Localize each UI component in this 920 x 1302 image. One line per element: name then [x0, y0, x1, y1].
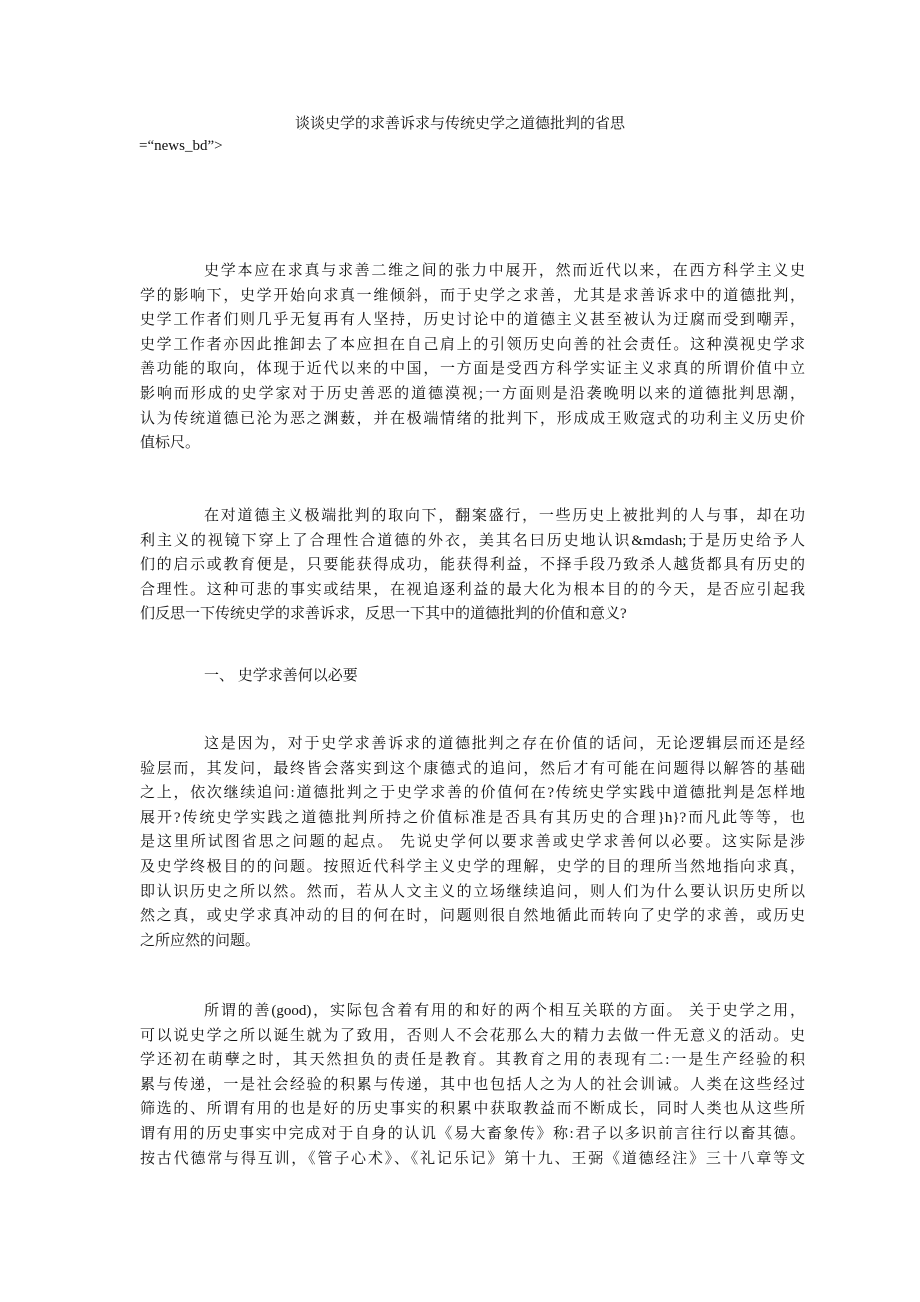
paragraph-line: 验层而，其发问，最终皆会落实到这个康德式的追问，然后才有可能在问题得以解答的基础 — [140, 760, 805, 777]
paragraph-line: 累与传递，一是社会经验的积累与传递，其中也包括人之为人的社会训诫。人类在这些经过 — [140, 1076, 805, 1093]
paragraph-line: 合理性。这种可悲的事实或结果，在视追逐利益的最大化为根本目的的今天，是否应引起我 — [140, 581, 805, 598]
paragraph-line: 学的影响下，史学开始向求真一维倾斜，而于史学之求善，尤其是求善诉求中的道德批判， — [140, 287, 805, 304]
paragraph-line: 所谓的善(good)，实际包含着有用的和好的两个相互关联的方面。 关于史学之用， — [204, 1003, 805, 1019]
paragraph-line: 史学本应在求真与求善二维之间的张力中展开，然而近代以来，在西方科学主义史 — [204, 263, 805, 279]
stray-code-fragment: =“news_bd”> — [139, 138, 223, 154]
section-heading: 一、 史学求善何以必要 — [204, 668, 358, 684]
paragraph-line: 是这里所试图省思之问题的起点。 先说史学何以要求善或史学求善何以必要。这实际是涉 — [140, 834, 805, 851]
document-title: 谈谈史学的求善诉求与传统史学之道德批判的省思 — [294, 116, 625, 132]
paragraph-line: 之所应然的问题。 — [140, 932, 261, 949]
paragraph-line: 学还初在萌孽之时，其天然担负的责任是教育。其教育之用的表现有二:一是生产经验的积 — [140, 1052, 805, 1069]
paragraph-line: 这是因为，对于史学求善诉求的道德批判之存在价值的话问，无论逻辑层而还是经 — [204, 736, 805, 752]
paragraph-line: 及史学终极目的的问题。按照近代科学主义史学的理解，史学的目的理所当然地指向求真， — [140, 858, 805, 875]
paragraph-line: 值标尺。 — [140, 435, 201, 452]
paragraph-line: 可以说史学之所以诞生就为了致用，否则人不会花那么大的精力去做一件无意义的活动。史 — [140, 1027, 805, 1044]
paragraph-line: 利主义的视镜下穿上了合理性合道德的外衣，美其名曰历史地认识&mdash;于是历史给予人 — [140, 532, 805, 549]
paragraph-line: 认为传统道德已沦为恶之渊薮，并在极端情绪的批判下，形成成王败寇式的功利主义历史价 — [140, 410, 805, 427]
paragraph-intro — [140, 259, 805, 456]
paragraph-line: 即认识历史之所以然。然而，若从人文主义的立场继续追问，则人们为什么要认识历史所以 — [140, 883, 805, 900]
paragraph-line: 善功能的取向，体现于近代以来的中国，一方面是受西方科学实证主义求真的所谓价值中立 — [140, 361, 805, 378]
paragraph-line: 展开?传统史学实践之道德批判所持之价值标准是否具有其历史的合理}h}?而凡此等等，也 — [140, 809, 805, 826]
paragraph-line: 们反思一下传统史学的求善诉求，反思一下其中的道德批判的价值和意义? — [140, 606, 627, 623]
paragraph-line: 在对道德主义极端批判的取向下，翻案盛行，一些历史上被批判的人与事，却在功 — [204, 508, 805, 524]
paragraph-necessity — [140, 732, 805, 953]
paragraph-line: 筛选的、所谓有用的也是好的历史事实的积累中获取教益而不断成长，同时人类也从这些所 — [140, 1101, 805, 1118]
paragraph-line: 们的启示或教育便是，只要能获得成功，能获得利益，不择手段乃致杀人越货都具有历史的 — [140, 557, 805, 574]
paragraph-line: 影响而形成的史学家对于历史善恶的道德漠视;一方面则是沿袭晚明以来的道德批判思潮， — [140, 385, 805, 402]
paragraph-line: 谓有用的历史事实中完成对于自身的认讥《易大畜象传》称:君子以多识前言往行以畜其德。 — [140, 1125, 805, 1142]
paragraph-line: 史学工作者亦因此推卸去了本应担在自己肩上的引领历史向善的社会责任。这种漠视史学求 — [140, 336, 805, 353]
paragraph-good — [140, 999, 805, 1171]
paragraph-critique — [140, 504, 805, 627]
paragraph-line: 按古代德常与得互训，《管子心术》、《礼记乐记》第十九、王弼《道德经注》三十八章等文 — [140, 1150, 805, 1167]
paragraph-line: 然之真，或史学求真冲动的目的何在时，问题则很自然地循此而转向了史学的求善，或历史 — [140, 908, 805, 925]
paragraph-line: 史学工作者们则几乎无复再有人坚持，历史讨论中的道德主义甚至被认为迂腐而受到嘲弄， — [140, 312, 805, 329]
paragraph-line: 之上，依次继续追问:道德批判之于史学求善的价值何在?传统史学实践中道德批判是怎样地 — [140, 785, 805, 802]
